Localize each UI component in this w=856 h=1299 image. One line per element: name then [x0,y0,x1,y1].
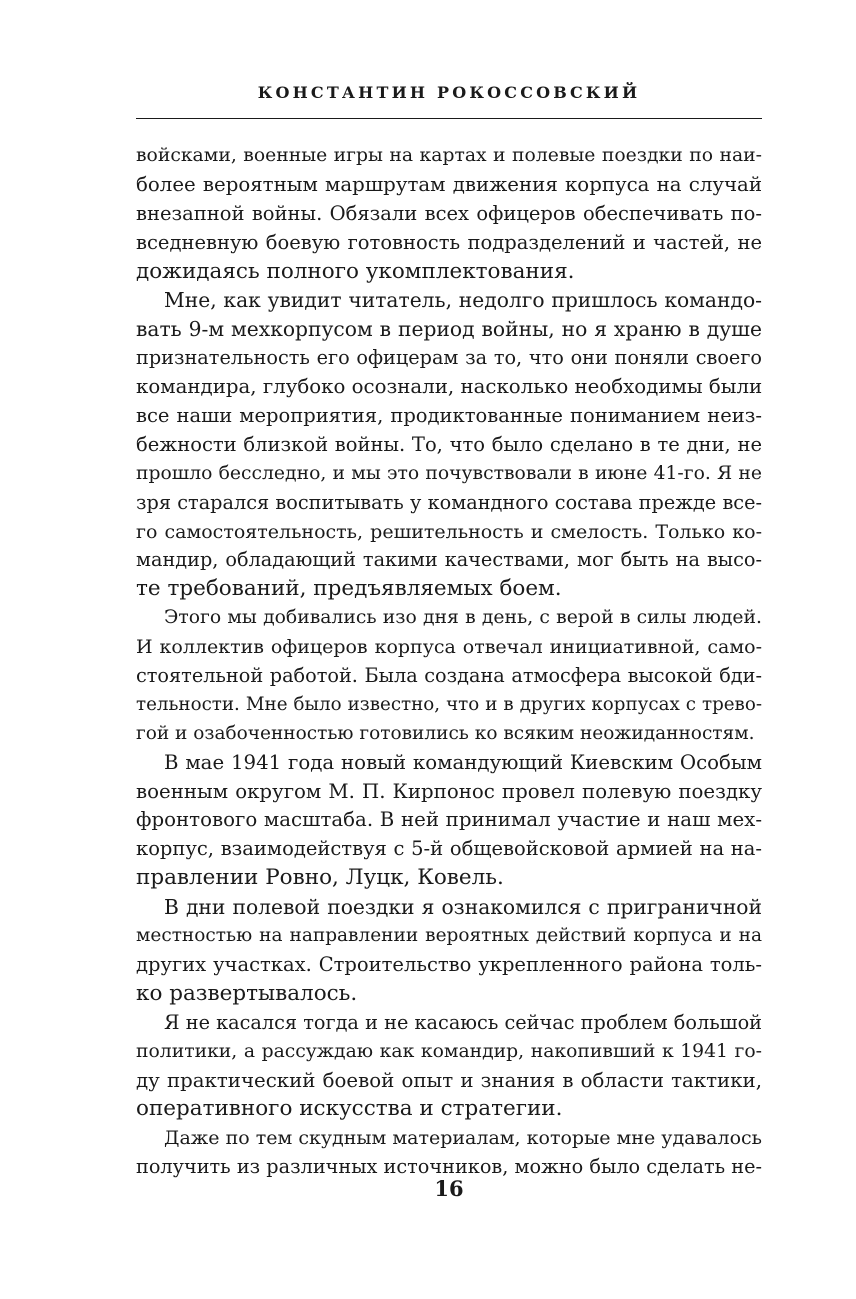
text-line: командира, глубоко осознали, насколько необходимы были [136,375,763,399]
text-line: получить из различных источников, можно было сделать не- [136,1155,762,1179]
text-line: И коллектив офицеров корпуса отвечал инициативной, само- [136,636,762,659]
header-rule [136,118,762,119]
text-line: бежности близкой войны. То, что было сделано в те дни, не [136,432,762,456]
text-line: дожидаясь полного укомплектования. [136,258,575,284]
text-line: прошло бесследно, и мы это почувствовали в июне 41-го. Я не [136,462,762,484]
text-line: стоятельной работой. Была создана атмосфера высокой бди- [136,664,762,688]
text-line: гой и озабоченностью готовились ко всяким неожиданностям. [136,722,755,744]
text-line: внезапной войны. Обязали всех офицеров обеспечивать по- [136,201,762,225]
body-text [136,142,762,1182]
text-line: В мае 1941 года новый командующий Киевским Особым [164,750,762,774]
text-line: политики, а рассуждаю как командир, накопивший к 1941 го- [136,1040,762,1062]
text-line: тельности. Мне было известно, что и в других корпусах с трево- [136,693,762,715]
text-line: вседневную боевую готовность подразделений и частей, не [136,230,762,254]
text-line: все наши мероприятия, продиктованные пониманием неиз- [136,404,762,428]
text-line: Мне, как увидит читатель, недолго пришлось командо- [164,288,762,313]
text-line: В дни полевой поездки я ознакомился с приграничной [164,895,762,920]
text-line: го самостоятельность, решительность и смелость. Только ко- [136,520,762,543]
text-line: зря старался воспитывать у командного состава прежде все- [136,490,762,514]
text-line: войсками, военные игры на картах и полевые поездки по наи- [136,145,762,166]
text-line: Даже по тем скудным материалам, которые мне удавалось [164,1127,762,1150]
text-line: ко развертывалось. [136,980,358,1006]
text-line: фронтового масштаба. В ней принимал участие и наш мех- [136,808,762,832]
text-line: вать 9-м мехкорпусом в период войны, но я храню в душе [136,317,762,342]
text-line: те требований, предъявляемых боем. [136,576,562,602]
text-line: оперативного искусства и стратегии. [136,1096,563,1122]
running-head-title: КОНСТАНТИН РОКОССОВСКИЙ [257,83,641,102]
text-line: Этого мы добивались изо дня в день, с верой в силы людей. [164,607,762,629]
text-line: Я не касался тогда и не касаюсь сейчас проблем большой [164,1010,762,1034]
text-line: мандир, обладающий такими качествами, мог быть на высо- [136,548,762,572]
text-line: корпус, взаимодействуя с 5-й общевойсковой армией на на- [136,837,762,861]
text-line: правлении Ровно, Луцк, Ковель. [136,865,504,891]
text-line: местностью на направлении вероятных действий корпуса и на [136,925,762,947]
text-line: признательность его офицерам за то, что они поняли своего [136,346,762,370]
page-number: 16 [434,1176,464,1201]
text-line: ду практический боевой опыт и знания в области тактики, [136,1068,762,1092]
text-line: других участках. Строительство укрепленного района толь- [136,952,762,976]
text-line: более вероятным маршрутам движения корпуса на случай [136,172,762,196]
text-line: военным округом М. П. Кирпонос провел полевую поездку [136,779,762,803]
